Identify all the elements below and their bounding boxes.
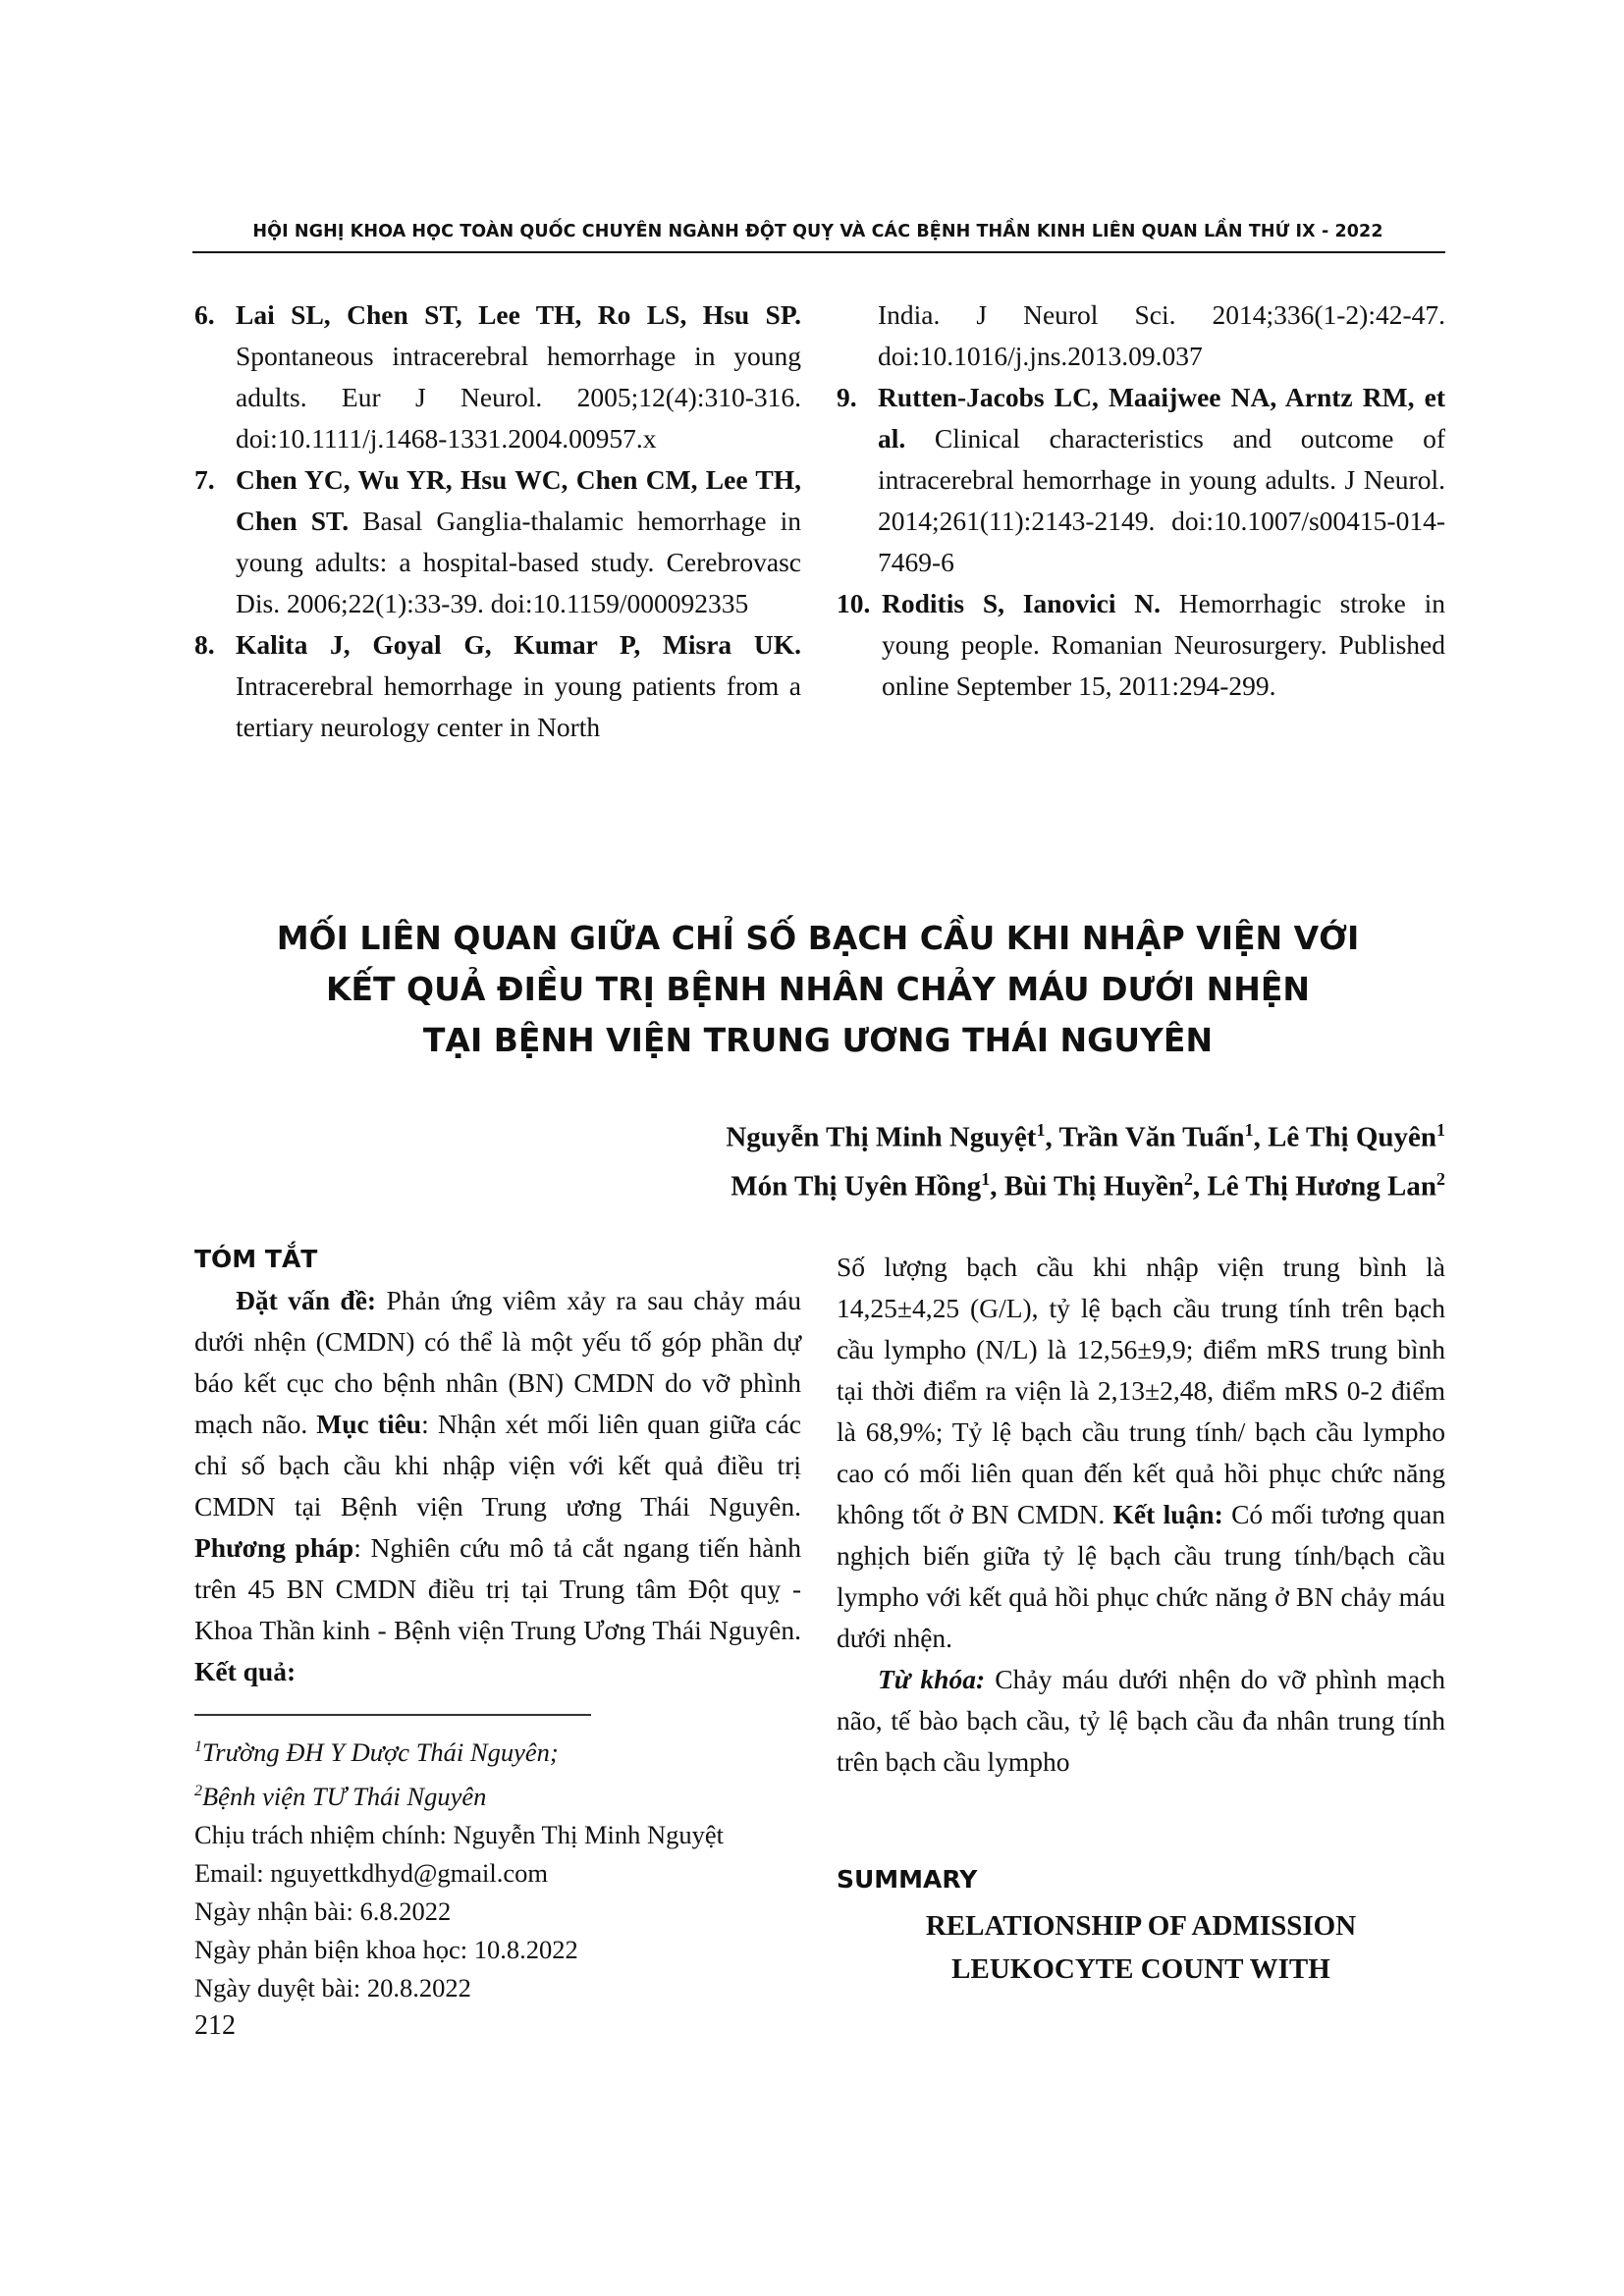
author-separator: , bbox=[990, 1170, 1004, 1202]
author-name: Lê Thị Hương Lan bbox=[1207, 1170, 1436, 1202]
reference-item bbox=[194, 294, 801, 459]
header-rule bbox=[192, 251, 1445, 253]
reference-text: Basal Ganglia-thalamic hemorrhage in young adults: a hospital-based study. Cerebrovasc Dis. 2006;22(1):33-39. doi:10.1159/000092335 bbox=[236, 506, 802, 618]
title-line: TẠI BỆNH VIỆN TRUNG ƯƠNG THÁI NGUYÊN bbox=[422, 1021, 1214, 1059]
result-text: Số lượng bạch cầu khi nhập viện trung bình là 14,25±4,25 (G/L), tỷ lệ bạch cầu trung tính trên bạch cầu lympho (N/L) là 12,56±9,9; điểm mRS trung bình tại thời điểm ra viện là 2,13±2,48, điểm mRS 0-2 điểm là 68,9%; Tỷ lệ bạch cầu trung tính/ bạch cầu lympho cao có mối liên quan đến kết quả hồi phục chức năng không tốt ở BN CMDN. bbox=[837, 1252, 1445, 1529]
author-separator: , bbox=[1192, 1170, 1208, 1202]
reference-item bbox=[194, 624, 801, 748]
page-number: 212 bbox=[194, 2010, 236, 2041]
affiliation-marker: 1 bbox=[981, 1168, 991, 1189]
conclusion-text: Có mối tương quan nghịch biến giữa tỷ lệ bạch cầu trung tính/bạch cầu lympho với kết quả hồi phục chức năng ở BN chảy máu dưới nhện. bbox=[837, 1499, 1445, 1653]
objective-label: Mục tiêu bbox=[316, 1409, 422, 1439]
author-name: Lê Thị Quyên bbox=[1268, 1121, 1436, 1153]
reference-text: Clinical characteristics and outcome of intracerebral hemorrhage in young adults. J Neurol. 2014;261(11):2143-2149. doi:10.1007/s00415-014-7469-6 bbox=[878, 423, 1446, 577]
reference-authors: Rutten-Jacobs LC, Maaijwee NA, Arntz RM, et al. bbox=[878, 382, 1445, 454]
affiliation-text: Trường ĐH Y Dược Thái Nguyên; bbox=[202, 1736, 559, 1767]
author-name: Trần Văn Tuấn bbox=[1058, 1121, 1245, 1153]
method-text: : Nghiên cứu mô tả cắt ngang tiến hành trên 45 BN CMDN điều trị tại Trung tâm Đột quỵ - Khoa Thần kinh - Bệnh viện Trung Ương Thái Nguyên. bbox=[194, 1532, 801, 1645]
affiliation-marker: 1 bbox=[1036, 1120, 1046, 1140]
reference-number: 7. bbox=[194, 464, 215, 495]
conclusion-label: Kết luận: bbox=[1112, 1499, 1223, 1529]
abstract-right-column bbox=[837, 1247, 1445, 1783]
reference-text: India. J Neurol Sci. 2014;336(1-2):42-47. doi:10.1016/j.jns.2013.09.037 bbox=[878, 299, 1445, 371]
affiliation-number: 1 bbox=[194, 1738, 202, 1755]
reference-text: Intracerebral hemorrhage in young patients from a tertiary neurology center in North bbox=[236, 670, 801, 742]
affiliation-number: 2 bbox=[194, 1782, 202, 1799]
running-header: HỘI NGHỊ KHOA HỌC TOÀN QUỐC CHUYÊN NGÀNH ĐỘT QUỴ VÀ CÁC BỆNH THẦN KINH LIÊN QUAN LẦN THỨ IX - 2022 bbox=[252, 222, 1383, 241]
reference-item bbox=[194, 459, 801, 624]
abstract-heading: TÓM TẮT bbox=[194, 1245, 318, 1273]
author-line bbox=[726, 1109, 1445, 1158]
reference-text: Spontaneous intracerebral hemorrhage in young adults. Eur J Neurol. 2005;12(4):310-316. doi:10.1111/j.1468-1331.2004.00957.x bbox=[236, 341, 801, 454]
reference-authors: Roditis S, Ianovici N. bbox=[882, 588, 1162, 618]
objective-text: : Nhận xét mối liên quan giữa các chỉ số bạch cầu khi nhập viện với kết quả điều trị CMDN tại Bệnh viện Trung ương Thái Nguyên. bbox=[194, 1409, 801, 1522]
reference-number: 10. bbox=[837, 588, 871, 618]
keywords-paragraph bbox=[837, 1659, 1445, 1783]
reference-authors: Kalita J, Goyal G, Kumar P, Misra UK. bbox=[236, 629, 801, 660]
affiliation-marker: 1 bbox=[1436, 1120, 1445, 1140]
reference-number: 9. bbox=[837, 382, 857, 412]
accepted-date: Ngày duyệt bài: 20.8.2022 bbox=[194, 1972, 471, 2002]
author-separator: , bbox=[1253, 1121, 1269, 1153]
reference-continuation bbox=[837, 294, 1445, 377]
reference-item bbox=[837, 377, 1445, 583]
affiliation-marker: 2 bbox=[1436, 1168, 1445, 1189]
reference-text: Hemorrhagic stroke in young people. Romanian Neurosurgery. Published online September 15, 2011:294-299. bbox=[882, 588, 1446, 701]
author-list bbox=[726, 1109, 1445, 1206]
reference-authors: Chen YC, Wu YR, Hsu WC, Chen CM, Lee TH, Chen ST. bbox=[236, 464, 801, 536]
footnote-rule bbox=[194, 1714, 591, 1716]
reference-number: 8. bbox=[194, 629, 215, 660]
affiliation-marker: 1 bbox=[1244, 1120, 1254, 1140]
title-line: KẾT QUẢ ĐIỀU TRỊ BỆNH NHÂN CHẢY MÁU DƯỚI NHỆN bbox=[325, 970, 1311, 1008]
author-name: Món Thị Uyên Hồng bbox=[731, 1170, 982, 1202]
article-title bbox=[194, 913, 1441, 1066]
keywords-text: Chảy máu dưới nhện do vỡ phình mạch não, tế bào bạch cầu, tỷ lệ bạch cầu đa nhân trung tính trên bạch cầu lympho bbox=[837, 1664, 1445, 1777]
corresponding-author: Chịu trách nhiệm chính: Nguyễn Thị Minh Nguyệt bbox=[194, 1819, 725, 1849]
references-right-column bbox=[837, 294, 1445, 707]
affiliation-text: Bệnh viện TƯ Thái Nguyên bbox=[202, 1781, 487, 1811]
affiliation-footnote bbox=[194, 1728, 801, 1772]
summary-heading: SUMMARY bbox=[837, 1865, 978, 1894]
method-label: Phương pháp bbox=[194, 1532, 354, 1563]
reference-number: 6. bbox=[194, 299, 215, 330]
abstract-paragraph bbox=[194, 1280, 801, 1692]
reference-item bbox=[837, 583, 1445, 707]
background-label: Đặt vấn đề: bbox=[236, 1285, 377, 1315]
received-date: Ngày nhận bài: 6.8.2022 bbox=[194, 1896, 452, 1926]
summary-title-line: RELATIONSHIP OF ADMISSION bbox=[925, 1910, 1357, 1942]
keywords-label: Từ khóa: bbox=[878, 1664, 986, 1694]
summary-title-line: LEUKOCYTE COUNT WITH bbox=[951, 1953, 1330, 1985]
author-separator: , bbox=[1045, 1121, 1059, 1153]
author-name: Bùi Thị Huyền bbox=[1003, 1170, 1184, 1202]
title-line: MỐI LIÊN QUAN GIỮA CHỈ SỐ BẠCH CẦU KHI NHẬP VIỆN VỚI bbox=[276, 919, 1360, 957]
references-left-column bbox=[194, 294, 801, 748]
author-line bbox=[726, 1158, 1445, 1207]
author-name: Nguyễn Thị Minh Nguyệt bbox=[726, 1121, 1037, 1153]
affiliation-marker: 2 bbox=[1183, 1168, 1193, 1189]
reference-authors: Lai SL, Chen ST, Lee TH, Ro LS, Hsu SP. bbox=[236, 299, 801, 330]
review-date: Ngày phản biện khoa học: 10.8.2022 bbox=[194, 1934, 578, 1964]
abstract-left-column bbox=[194, 1239, 801, 1692]
abstract-paragraph bbox=[837, 1247, 1445, 1659]
footnotes bbox=[194, 1728, 801, 2007]
summary-title bbox=[837, 1904, 1445, 1991]
background-text: Phản ứng viêm xảy ra sau chảy máu dưới nhện (CMDN) có thể là một yếu tố góp phần dự báo kết cục cho bệnh nhân (BN) CMDN do vỡ phình mạch não. bbox=[194, 1285, 801, 1439]
email: Email: nguyettkdhyd@gmail.com bbox=[194, 1857, 549, 1888]
affiliation-footnote bbox=[194, 1772, 801, 1816]
result-label: Kết quả: bbox=[194, 1656, 297, 1686]
